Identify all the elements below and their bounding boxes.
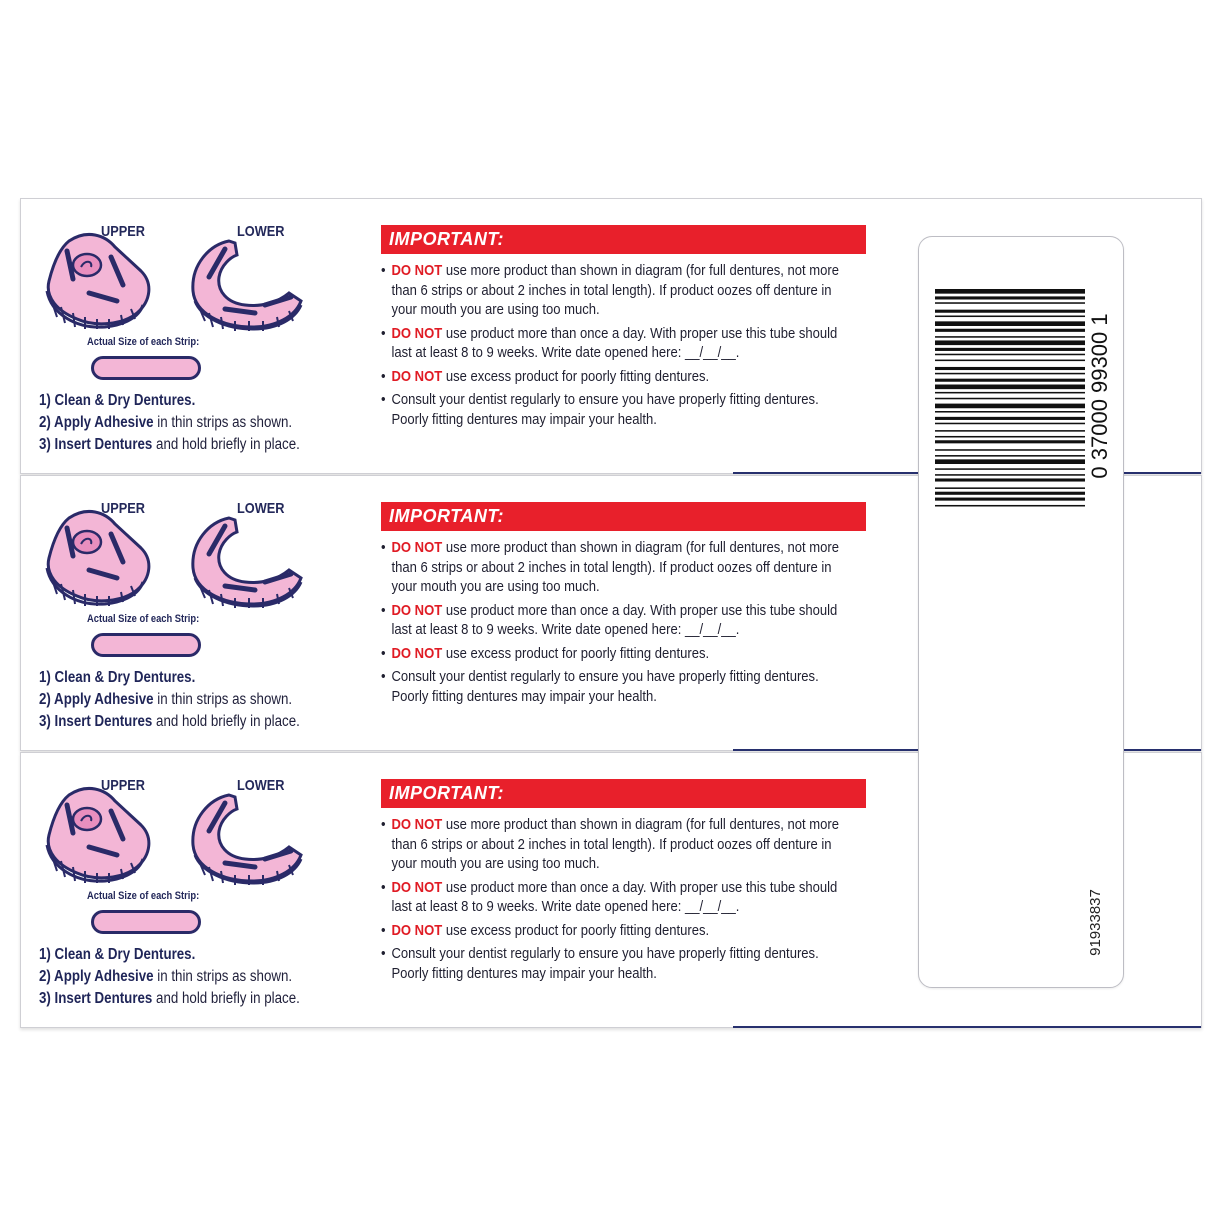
- warning-text: use excess product for poorly fitting dentures.: [442, 921, 710, 939]
- lower-label: LOWER: [237, 777, 285, 794]
- bullet-icon: •: [381, 668, 386, 685]
- warning-line: [391, 964, 868, 984]
- step-bold: 1) Clean & Dry Dentures.: [39, 669, 196, 686]
- warning-text: use more product than shown in diagram (for full dentures, not more: [442, 816, 839, 833]
- warning-item: [381, 878, 868, 917]
- warning-text: use product more than once a day. With proper use this tube should: [442, 324, 838, 342]
- step-text: in thin strips as shown.: [153, 968, 293, 985]
- warning-line: [391, 854, 868, 874]
- warning-item: [381, 944, 868, 983]
- important-title: IMPORTANT:: [389, 229, 504, 249]
- lower-denture-icon: [193, 518, 301, 608]
- upper-denture-icon: [47, 788, 149, 883]
- warning-item: [381, 261, 868, 320]
- warning-line: [391, 324, 868, 344]
- step-item: [39, 944, 300, 966]
- step-text: and hold briefly in place.: [152, 436, 300, 453]
- warning-list: [381, 538, 868, 710]
- strip-caption: Actual Size of each Strip:: [87, 336, 200, 348]
- instruction-steps: [39, 667, 300, 733]
- warning-text: Poorly fitting dentures may impair your health.: [391, 410, 657, 428]
- warning-text: your mouth you are using too much.: [391, 301, 600, 318]
- warning-line: [391, 878, 868, 898]
- warning-text: use more product than shown in diagram (for full dentures, not more: [442, 539, 839, 556]
- step-bold: 1) Clean & Dry Dentures.: [39, 946, 196, 963]
- do-not-label: DO NOT: [391, 539, 443, 556]
- step-item: [39, 966, 300, 988]
- step-item: [39, 711, 300, 733]
- lower-label: LOWER: [237, 500, 285, 517]
- bullet-icon: •: [381, 601, 386, 619]
- lower-label: LOWER: [237, 223, 285, 240]
- warning-text: than 6 strips or about 2 inches in total length). If product oozes off denture in: [391, 281, 832, 299]
- strip-caption: Actual Size of each Strip:: [87, 613, 200, 625]
- bullet-icon: •: [381, 816, 386, 833]
- warning-text: use excess product for poorly fitting dentures.: [442, 367, 710, 385]
- warning-list: [381, 261, 868, 433]
- step-bold: 3) Insert Dentures: [39, 713, 153, 730]
- step-bold: 2) Apply Adhesive: [39, 968, 154, 985]
- important-banner: [381, 502, 866, 531]
- warning-line: [391, 281, 868, 301]
- warning-line: [391, 300, 868, 320]
- bullet-icon: •: [381, 945, 386, 962]
- important-banner: [381, 225, 866, 254]
- warning-item: [381, 538, 868, 597]
- warning-item: [381, 367, 868, 387]
- instruction-steps: [39, 390, 300, 456]
- strip-size-shape: [91, 633, 201, 657]
- warning-line: [391, 367, 868, 387]
- warning-text: than 6 strips or about 2 inches in total length). If product oozes off denture in: [391, 558, 832, 576]
- important-title: IMPORTANT:: [389, 506, 504, 526]
- do-not-label: DO NOT: [391, 367, 443, 385]
- bullet-icon: •: [381, 878, 386, 896]
- step-text: and hold briefly in place.: [152, 713, 300, 730]
- warning-text: Poorly fitting dentures may impair your health.: [391, 687, 657, 705]
- upper-denture-icon: [47, 511, 149, 606]
- warning-line: [391, 815, 868, 835]
- step-item: [39, 689, 300, 711]
- warning-text: use product more than once a day. With proper use this tube should: [442, 601, 838, 619]
- warning-line: [391, 687, 868, 707]
- strip-caption: Actual Size of each Strip:: [87, 890, 200, 902]
- warning-item: [381, 815, 868, 874]
- warning-line: [391, 538, 868, 558]
- upper-label: UPPER: [101, 223, 145, 240]
- do-not-label: DO NOT: [391, 644, 443, 662]
- step-bold: 3) Insert Dentures: [39, 990, 153, 1007]
- upper-denture-icon: [47, 234, 149, 329]
- warning-line: [391, 558, 868, 578]
- step-text: in thin strips as shown.: [153, 414, 293, 431]
- step-item: [39, 667, 300, 689]
- bullet-icon: •: [381, 539, 386, 556]
- warning-line: [391, 410, 868, 430]
- strip-size-shape: [91, 910, 201, 934]
- lower-denture-icon: [193, 795, 301, 885]
- warning-text: last at least 8 to 9 weeks. Write date opened here: __/__/__.: [391, 621, 740, 638]
- warning-line: [391, 601, 868, 621]
- do-not-label: DO NOT: [391, 262, 443, 279]
- step-item: [39, 434, 300, 456]
- upper-label: UPPER: [101, 500, 145, 517]
- warning-item: [381, 667, 868, 706]
- bullet-icon: •: [381, 921, 386, 939]
- item-code: 91933837: [1086, 889, 1104, 956]
- warning-line: [391, 944, 868, 964]
- warning-text: last at least 8 to 9 weeks. Write date opened here: __/__/__.: [391, 898, 740, 915]
- warning-text: last at least 8 to 9 weeks. Write date opened here: __/__/__.: [391, 344, 740, 361]
- step-bold: 3) Insert Dentures: [39, 436, 153, 453]
- warning-text: use more product than shown in diagram (for full dentures, not more: [442, 262, 839, 279]
- do-not-label: DO NOT: [391, 816, 443, 833]
- warning-item: [381, 324, 868, 363]
- lower-denture-icon: [193, 241, 301, 331]
- step-item: [39, 390, 300, 412]
- important-banner: [381, 779, 866, 808]
- upper-label: UPPER: [101, 777, 145, 794]
- step-item: [39, 412, 300, 434]
- box-edge-line: [733, 1026, 1201, 1028]
- step-text: in thin strips as shown.: [153, 691, 293, 708]
- bullet-icon: •: [381, 391, 386, 408]
- warning-item: [381, 644, 868, 664]
- step-bold: 2) Apply Adhesive: [39, 414, 154, 431]
- barcode-digits: 0 37000 99300 1: [1087, 313, 1112, 479]
- warning-line: [391, 644, 868, 664]
- warning-text: your mouth you are using too much.: [391, 855, 600, 872]
- step-bold: 2) Apply Adhesive: [39, 691, 154, 708]
- step-item: [39, 988, 300, 1010]
- warning-line: [391, 390, 868, 410]
- bullet-icon: •: [381, 644, 386, 662]
- warning-item: [381, 601, 868, 640]
- warning-text: use product more than once a day. With proper use this tube should: [442, 878, 838, 896]
- step-bold: 1) Clean & Dry Dentures.: [39, 392, 196, 409]
- warning-line: [391, 921, 868, 941]
- do-not-label: DO NOT: [391, 921, 443, 939]
- do-not-label: DO NOT: [391, 878, 443, 896]
- warning-text: Poorly fitting dentures may impair your health.: [391, 964, 657, 982]
- warning-text: Consult your dentist regularly to ensure you have properly fitting dentures.: [391, 668, 819, 685]
- do-not-label: DO NOT: [391, 324, 443, 342]
- warning-line: [391, 835, 868, 855]
- bullet-icon: •: [381, 367, 386, 385]
- warning-item: [381, 390, 868, 429]
- warning-line: [391, 261, 868, 281]
- warning-line: [391, 620, 868, 640]
- warning-line: [391, 897, 868, 917]
- strip-size-shape: [91, 356, 201, 380]
- warning-item: [381, 921, 868, 941]
- bullet-icon: •: [381, 324, 386, 342]
- do-not-label: DO NOT: [391, 601, 443, 619]
- important-title: IMPORTANT:: [389, 783, 504, 803]
- step-text: and hold briefly in place.: [152, 990, 300, 1007]
- warning-text: than 6 strips or about 2 inches in total length). If product oozes off denture in: [391, 835, 832, 853]
- warning-text: your mouth you are using too much.: [391, 578, 600, 595]
- warning-line: [391, 577, 868, 597]
- warning-text: use excess product for poorly fitting dentures.: [442, 644, 710, 662]
- warning-text: Consult your dentist regularly to ensure you have properly fitting dentures.: [391, 391, 819, 408]
- warning-line: [391, 667, 868, 687]
- instruction-steps: [39, 944, 300, 1010]
- warning-line: [391, 343, 868, 363]
- warning-text: Consult your dentist regularly to ensure you have properly fitting dentures.: [391, 945, 819, 962]
- bullet-icon: •: [381, 262, 386, 279]
- warning-list: [381, 815, 868, 987]
